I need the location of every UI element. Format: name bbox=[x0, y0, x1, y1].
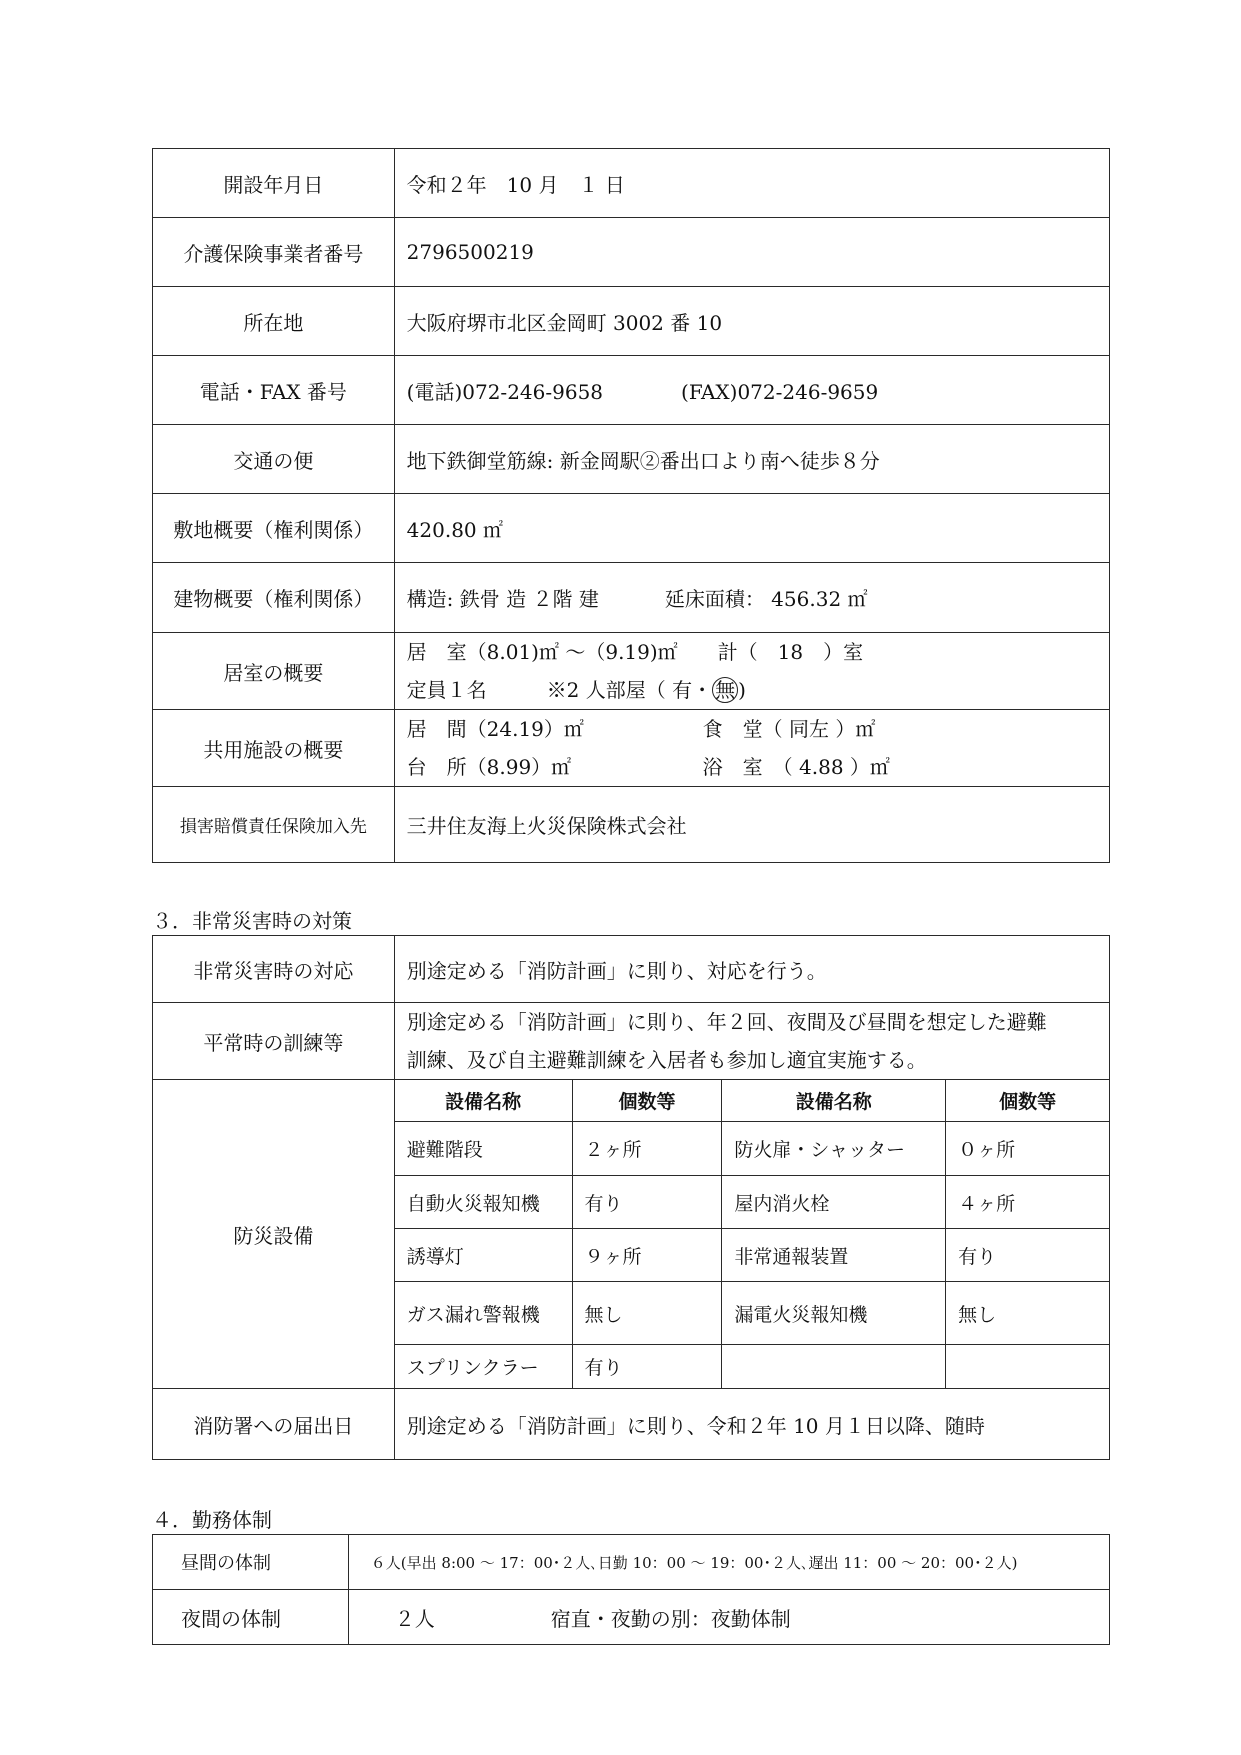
equipment-header-row bbox=[153, 1080, 1110, 1122]
fire-dept-label: 消防署への届出日 bbox=[153, 1389, 395, 1460]
double-room-close: ) bbox=[738, 678, 746, 702]
equipment-count: ４ヶ所 bbox=[946, 1176, 1110, 1229]
equipment-name: 屋内消火栓 bbox=[722, 1176, 946, 1229]
equipment-name: 漏電火災報知機 bbox=[722, 1282, 946, 1345]
drills-label: 平常時の訓練等 bbox=[153, 1003, 395, 1080]
equipment-count: 無し bbox=[572, 1282, 722, 1345]
row-insurer-number bbox=[153, 218, 1110, 287]
equipment-count bbox=[946, 1345, 1110, 1389]
equipment-name: 防火扉・シャッター bbox=[722, 1122, 946, 1176]
fire-dept-value: 別途定める「消防計画」に則り、令和２年 10 月１日以降、随時 bbox=[394, 1389, 1109, 1460]
address-value: 大阪府堺市北区金岡町 3002 番 10 bbox=[394, 287, 1109, 356]
insurance-label: 損害賠償責任保険加入先 bbox=[153, 787, 395, 863]
rooms-capacity: 定員１名 bbox=[406, 678, 487, 702]
equipment-header-count-2: 個数等 bbox=[946, 1080, 1110, 1122]
drills-line-1: 別途定める「消防計画」に則り、年２回、夜間及び昼間を想定した避難 bbox=[406, 1010, 1047, 1034]
equipment-name: 避難階段 bbox=[394, 1122, 572, 1176]
row-building bbox=[153, 563, 1110, 633]
fax-number: (FAX)072-246-9659 bbox=[681, 379, 879, 404]
section-4-title: ４．勤務体制 bbox=[152, 1508, 272, 1532]
common-value bbox=[394, 710, 1109, 787]
row-night-staffing bbox=[153, 1590, 1110, 1645]
common-label: 共用施設の概要 bbox=[153, 710, 395, 787]
night-shift-type: 宿直・夜勤の別：夜勤体制 bbox=[550, 1606, 791, 1631]
insurance-value: 三井住友海上火災保険株式会社 bbox=[394, 787, 1109, 863]
equipment-name: ガス漏れ警報機 bbox=[394, 1282, 572, 1345]
equipment-header-name-1: 設備名称 bbox=[394, 1080, 572, 1122]
building-floor-area: 延床面積： 456.32 ㎡ bbox=[664, 587, 868, 611]
common-line-2 bbox=[407, 748, 1109, 786]
equipment-count: ２ヶ所 bbox=[572, 1122, 722, 1176]
night-staff-count: ２人 bbox=[394, 1606, 435, 1631]
phone-fax-value bbox=[394, 356, 1109, 425]
equipment-name: 非常通報装置 bbox=[722, 1229, 946, 1282]
row-emergency bbox=[153, 936, 1110, 1003]
row-rooms bbox=[153, 633, 1110, 710]
night-staffing-label: 夜間の体制 bbox=[153, 1590, 349, 1645]
equipment-name: スプリンクラー bbox=[394, 1345, 572, 1389]
row-address bbox=[153, 287, 1110, 356]
site-value: 420.80 ㎡ bbox=[394, 494, 1109, 563]
emergency-value: 別途定める「消防計画」に則り、対応を行う。 bbox=[394, 936, 1109, 1003]
drills-value bbox=[394, 1003, 1109, 1080]
section-3-title: ３．非常災害時の対策 bbox=[152, 909, 352, 933]
equipment-name: 誘導灯 bbox=[394, 1229, 572, 1282]
building-structure: 構造: 鉄骨 造 ２階 建 bbox=[406, 587, 599, 611]
equipment-count: 有り bbox=[572, 1345, 722, 1389]
drills-line-2: 訓練、及び自主避難訓練を入居者も参加し適宜実施する。 bbox=[406, 1048, 927, 1072]
access-value: 地下鉄御堂筋線: 新金岡駅②番出口より南へ徒歩８分 bbox=[394, 425, 1109, 494]
circled-none-mark: 無 bbox=[712, 677, 738, 703]
common-living: 居 間（24.19）㎡ bbox=[406, 717, 584, 741]
common-kitchen: 台 所（8.99）㎡ bbox=[406, 755, 572, 779]
row-site bbox=[153, 494, 1110, 563]
phone-number: (電話)072-246-9658 bbox=[406, 379, 604, 404]
row-fire-dept bbox=[153, 1389, 1110, 1460]
row-common bbox=[153, 710, 1110, 787]
emergency-label: 非常災害時の対応 bbox=[153, 936, 395, 1003]
rooms-count: 計（ 18 ）室 bbox=[717, 640, 864, 664]
phone-fax-label: 電話・FAX 番号 bbox=[153, 356, 395, 425]
common-bath: 浴 室 （ 4.88 ）㎡ bbox=[702, 755, 890, 779]
staffing-table bbox=[152, 1534, 1110, 1645]
equipment-label: 防災設備 bbox=[153, 1080, 395, 1389]
opening-date-label: 開設年月日 bbox=[153, 149, 395, 218]
equipment-header-name-2: 設備名称 bbox=[722, 1080, 946, 1122]
insurer-number-label: 介護保険事業者番号 bbox=[153, 218, 395, 287]
equipment-name: 自動火災報知機 bbox=[394, 1176, 572, 1229]
building-value bbox=[394, 563, 1109, 633]
day-staffing-value: ６人(早出 8:00 ～ 17：00･２人､日勤 10：00 ～ 19：00･２人､遅出 11：00 ～ 20：00･２人) bbox=[348, 1535, 1109, 1590]
row-day-staffing bbox=[153, 1535, 1110, 1590]
equipment-count: 無し bbox=[946, 1282, 1110, 1345]
common-dining: 食 堂（ 同左 ）㎡ bbox=[702, 717, 876, 741]
row-opening-date bbox=[153, 149, 1110, 218]
access-label: 交通の便 bbox=[153, 425, 395, 494]
address-label: 所在地 bbox=[153, 287, 395, 356]
facility-table bbox=[152, 148, 1110, 863]
equipment-name bbox=[722, 1345, 946, 1389]
equipment-count: 有り bbox=[572, 1176, 722, 1229]
night-staffing-value bbox=[348, 1590, 1109, 1645]
equipment-count: ０ヶ所 bbox=[946, 1122, 1110, 1176]
rooms-label: 居室の概要 bbox=[153, 633, 395, 710]
rooms-line-2 bbox=[407, 671, 1109, 709]
row-insurance bbox=[153, 787, 1110, 863]
rooms-value bbox=[394, 633, 1109, 710]
equipment-count: ９ヶ所 bbox=[572, 1229, 722, 1282]
site-label: 敷地概要（権利関係） bbox=[153, 494, 395, 563]
equipment-count: 有り bbox=[946, 1229, 1110, 1282]
opening-date-value: 令和２年 10 月 １ 日 bbox=[394, 149, 1109, 218]
rooms-size-range: 居 室（8.01)㎡ ～（9.19)㎡ bbox=[406, 640, 678, 664]
double-room-label: ※2 人部屋（ 有・ bbox=[546, 678, 713, 702]
common-line-1 bbox=[407, 710, 1109, 748]
row-access bbox=[153, 425, 1110, 494]
rooms-line-1 bbox=[407, 633, 1109, 671]
disaster-table bbox=[152, 935, 1110, 1460]
row-drills bbox=[153, 1003, 1110, 1080]
insurer-number-value: 2796500219 bbox=[394, 218, 1109, 287]
building-label: 建物概要（権利関係） bbox=[153, 563, 395, 633]
equipment-header-count-1: 個数等 bbox=[572, 1080, 722, 1122]
row-phone-fax bbox=[153, 356, 1110, 425]
day-staffing-label: 昼間の体制 bbox=[153, 1535, 349, 1590]
